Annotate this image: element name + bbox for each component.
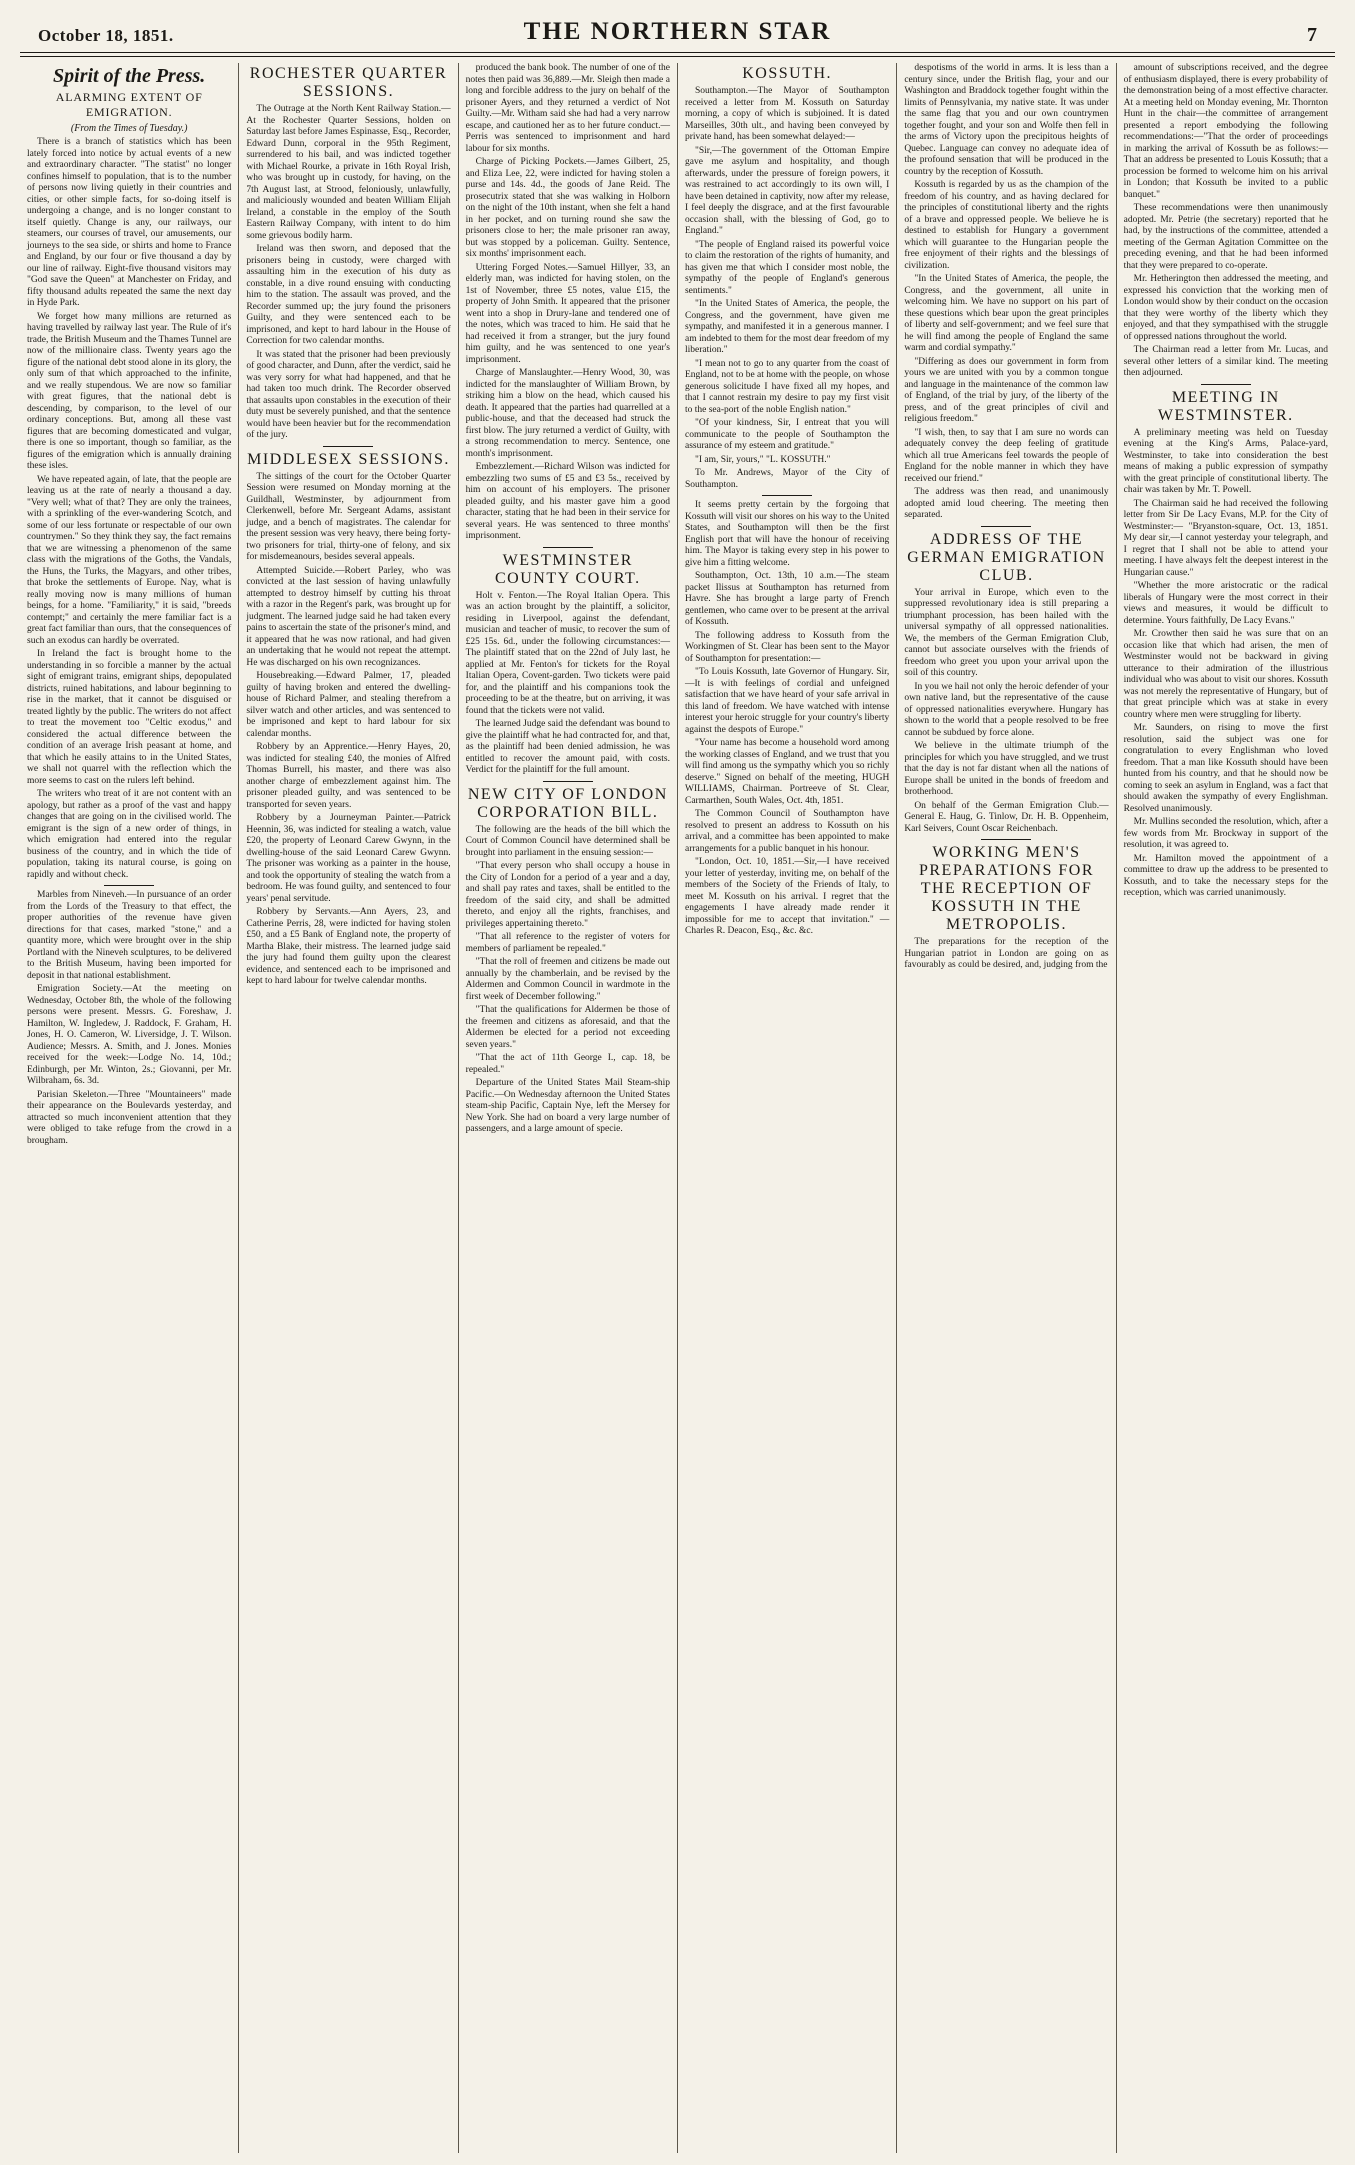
article-paragraph: In you we hail not only the heroic defender of your own native land, but the representative of the cause of oppressed nationalities everywhere. Hungary has shown to the world that a people resolved to be free cannot be subdued by force alone. — [904, 681, 1109, 738]
article-paragraph: "That every person who shall occupy a house in the City of London for a period of a year and a day, and shall pay rates and taxes, shall be entitled to the freedom of the said city, and shall be admitted thereto, and enjoy all the rights, franchises, and privileges appertaining thereto." — [465, 861, 670, 929]
article-paragraph: "Your name has become a household word among the working classes of England, and we trust that you will find among us the sympathy which you so richly deserve." Signed on behalf of the meeting, HUGH WILLIAMS, Chairman. Portreeve of St. Clear, Carmarthen, South Wales, Oct. 4th, 1851. — [684, 738, 890, 806]
column-title: Spirit of the Press. — [53, 65, 206, 87]
article-paragraph: Embezzlement.—Richard Wilson was indicted for embezzling two sums of £5 and £3 5s., received by him on account of his employers. The prisoner pleaded guilty, and his master gave him a good character, stating that he had been in their service for several years. He was sentenced to three months' imprisonment. — [465, 462, 670, 541]
article-paragraph: In Ireland the fact is brought home to the understanding in so forcible a manner by the actual sight of emigrant trains, emigrant ships, depopulated districts, ruined habitations, and labour beginning to rise in the market, that it cannot be disguised or treated lightly by the public. The writers do not affect to treat the movement too "Celtic exodus," and considered the actual difference between the condition of an average Irish peasant at home, and that which he easily attains to in the United States, we shall not quarrel with the reflection which the more seems to cast on the rulers left behind. — [27, 649, 232, 786]
section-divider — [981, 839, 1031, 840]
article-paragraph: The writers who treat of it are not content with an apology, but rather as a proof of the vast and happy changes that are going on in the civilised world. The emigrant is the sign of a new order of things, in which emigration had entered into the regular business of the country, and in which the tide of population, taking its natural course, is going on rapidly and without check. — [27, 789, 232, 880]
article-headline: KOSSUTH. — [742, 65, 833, 82]
section-divider — [104, 885, 154, 886]
article-paragraph: Departure of the United States Mail Steam-ship Pacific.—On Wednesday afternoon the United States steam-ship Pacific, Captain Nye, left the Mersey for New York. She had on board a very large number of passengers, and a large amount of specie. — [465, 1078, 670, 1134]
article-headline: NEW CITY OF LONDON CORPORATION BILL. — [467, 785, 668, 821]
article — [904, 839, 1108, 972]
article-paragraph: Mr. Crowther then said he was sure that on an occasion like that which had arisen, the men of Westminster would not be backward in giving utterance to their admiration of the illustrious individual who was about to visit our shores. Kossuth was not merely the representative of Hungary, but of that great principle which was at stake in every country where men were struggling for liberty. — [1123, 629, 1328, 720]
article-paragraph: The Outrage at the North Kent Railway Station.—At the Rochester Quarter Sessions, holden on Saturday last before James Espinasse, Esq., Recorder, Edward Dunn, corporal in the 95th Regiment, surrendered to his bail, and was indicted together with Michael Rourke, a private in 16th Royal Irish, who was brought up in custody, for having, on the 7th August last, at Strood, feloniously, unlawfully, and maliciously wounded and beaten William Elijah Ireland, a constable in the employ of the South Eastern Railway Company, with intent to do him some grievous bodily harm. — [246, 104, 451, 241]
article — [246, 446, 450, 988]
article-paragraph: despotisms of the world in arms. It is less than a century since, under the British flag, your and our Washington and Braddock together fought within the limits of Pennsylvania, my native state. It was under the same flag that you and our own countrymen together fought, and your son and Wolfe then fell in the arms of Victory upon the precipitous heights of Quebec. Language can convey no adequate idea of the profound sensation that will be produced in the country by the reception of Kossuth. — [904, 63, 1109, 177]
newspaper-title: THE NORTHERN STAR — [523, 18, 832, 45]
article-paragraph: The Common Council of Southampton have resolved to present an address to Kossuth on his arrival, and a committee has been appointed to make arrangements for a public banquet in his honour. — [684, 809, 890, 854]
article — [685, 495, 889, 938]
article-paragraph: To Mr. Andrews, Mayor of the City of Southampton. — [684, 468, 890, 490]
article-paragraph: "To Louis Kossuth, late Governor of Hungary. Sir,—It is with feelings of cordial and unfeigned satisfaction that we have heard of your safe arrival in this land of freedom. We have watched with intense interest your heroic struggle for your country's liberty against the despots of Europe." — [684, 667, 890, 735]
article-paragraph: "Whether the more aristocratic or the radical liberals of Hungary were the most correct in their views and measures, it would be difficult to determine. Yours faithfully, De Lacy Evans." — [1123, 581, 1328, 626]
article-paragraph: "The people of England raised its powerful voice to claim the restoration of the rights of humanity, and has given me that which I consider most noble, the sympathy of the people of England's generous sentiments." — [684, 239, 890, 296]
column-6 — [1117, 63, 1335, 2153]
article-paragraph: "London, Oct. 10, 1851.—Sir,—I have received your letter of yesterday, inviting me, on behalf of the members of the Society of the Friends of Italy, to meet M. Kossuth on his arrival. I regret that the engagements I have already made render it impossible for me to accept that invitation." — Charles R. Deacon, Esq., &c. &c. — [684, 857, 890, 936]
article-paragraph: Southampton, Oct. 13th, 10 a.m.—The steam packet Ilissus at Southampton has returned from Havre. She has brought a large party of French gentlemen, who came over to be present at the arrival of Kossuth. — [684, 571, 890, 627]
article — [466, 63, 670, 543]
article — [904, 526, 1108, 836]
article-paragraph: We believe in the ultimate triumph of the principles for which you have struggled, and we trust that the day is not far distant when all the nations of Europe shall be united in the bonds of freedom and brotherhood. — [904, 741, 1109, 797]
article-paragraph: The preparations for the reception of the Hungarian patriot in London are going on as favourably as could be desired, and, judging from the — [904, 937, 1109, 970]
masthead — [20, 12, 1335, 52]
article-paragraph: "That the qualifications for Aldermen be those of the freemen and citizens as aforesaid, and that the Aldermen be elected for a period not exceeding seven years." — [465, 1005, 670, 1050]
article-paragraph: The learned Judge said the defendant was bound to give the plaintiff what he had contracted for, and that, as the plaintiff had been denied admission, he was entitled to recover the amount paid, with costs. Verdict for the plaintiff for the full amount. — [465, 719, 670, 775]
article-paragraph: A preliminary meeting was held on Tuesday evening at the King's Arms, Palace-yard, Westminster, to take into consideration the best means of making a public expression of sympathy with the great principle of constitutional liberty. The chair was taken by Mr. T. Powell. — [1123, 427, 1328, 495]
article-paragraph: There is a branch of statistics which has been lately forced into notice by actual events of a new and extraordinary character. "The statist" no longer confines himself to population, that is to the number of persons now living quietly in their countries and cities, or other simple facts, for so-doing itself is undergoing a change, and is no longer constant to itself quietly. Change is any, our railways, our steamers, our courses of travel, our amusements, our journeys to the sea side, or shirts and home to France and England, by our four or five thousand a day by our line of railway. Eight-five thousand visitors may "God save the Queen" at Manchester on Friday, and fifty thousand adults repeated the same the next day in Hyde Park. — [27, 137, 232, 308]
article-paragraph: "Differing as does our government in form from yours we are united with you by a common tongue and language in the maintenance of the common law of England, of the trial by jury, of the liberty of the press, and of the great principles of civil and religious freedom." — [904, 356, 1109, 424]
article-paragraph: Parisian Skeleton.—Three "Mountaineers" made their appearance on the Boulevards yesterday, and attracted so much inconvenient attention that they were obliged to take refuge from the crowd in a brougham. — [27, 1089, 232, 1146]
article-paragraph: The Chairman read a letter from Mr. Lucas, and several other letters of a similar kind. The meeting then adjourned. — [1123, 345, 1328, 378]
article-paragraph: Holt v. Fenton.—The Royal Italian Opera. This was an action brought by the plaintiff, a solicitor, residing in Liverpool, against the defendant, musician and teacher of music, to recover the sum of £25 15s. 6d., under the following circumstances:—The plaintiff stated that on the 22nd of July last, he applied at Mr. Fenton's for tickets for the Royal Italian Opera, Covent-garden. Two tickets were paid for, and the plaintiff and his companions took the proceeding to be at the theatre, but on arriving, it was found that the tickets were not valid. — [465, 590, 670, 716]
article-paragraph: Ireland was then sworn, and deposed that the prisoners being in custody, were charged with assaulting him in the execution of his duty as constable, in a dive round ensuing with conducting him to the station. The assault was proved, and the Recorder summed up; the jury found the prisoners Guilty, and they were sentenced each to be imprisoned, and kept to hard labour in the House of Correction for two calendar months. — [246, 244, 451, 346]
article-subheading: ALARMING EXTENT OF EMIGRATION. — [55, 90, 203, 119]
article — [246, 65, 450, 442]
article-paragraph: Robbery by a Journeyman Painter.—Patrick Heennin, 36, was indicted for stealing a watch, value £20, the property of Leonard Carew Gwynn, in the dwelling-house of the said Leonard Carew Gwynn. The prisoner was working as a painter in the house, and took the opportunity of stealing the watch from a bedroom. He was found guilty, and sentenced to four years' penal servitude. — [246, 813, 451, 904]
article-paragraph: "That all reference to the register of voters for members of parliament be repealed." — [465, 932, 670, 954]
article-paragraph: "I am, Sir, yours," "L. KOSSUTH." — [694, 454, 831, 465]
article-paragraph: Marbles from Nineveh.—In pursuance of an order from the Lords of the Treasury to that effect, the proper authorities of the revenue have given directions for that cases, marked "stone," and a quantity more, which were brought over in the ship Portland with the Nineveh sculptures, to be delivered to the British Museum, having been imported for deposit in that national establishment. — [27, 890, 232, 981]
article-paragraph: The address was then read, and unanimously adopted amid loud cheering. The meeting then separated. — [904, 487, 1109, 520]
column-5 — [897, 63, 1116, 2153]
column-4 — [678, 63, 897, 2153]
article-paragraph: Mr. Hetherington then addressed the meeting, and expressed his conviction that the working men of London would show by their conduct on the occasion that they were worthy of the liberty which they enjoyed, and that they sympathised with the struggle of oppressed nations throughout the world. — [1123, 274, 1328, 342]
article-paragraph: The following address to Kossuth from the Workingmen of St. Clear has been sent to the Mayor of Southampton for presentation:— — [684, 630, 890, 664]
article-paragraph: Housebreaking.—Edward Palmer, 17, pleaded guilty of having broken and entered the dwelling-house of Richard Palmer, and stealing therefrom a silver watch and other articles, and was sentenced to be imprisoned and kept to hard labour for six calendar months. — [246, 671, 451, 739]
article — [27, 885, 231, 1147]
article-paragraph: "That the roll of freemen and citizens be made out annually by the chamberlain, and be revised by the Aldermen and Common Council in wardmote in the first week of December following." — [465, 957, 670, 1002]
issue-date: October 18, 1851. — [38, 26, 174, 45]
article-paragraph: "In the United States of America, the people, the Congress, and the government, all unite in welcoming him. We have no support on his part of these questions which bear upon the great principles of liberty and self-government; and we feel sure that he will find among the people of England the same warm and cordial sympathy." — [904, 274, 1109, 353]
article-headline: ADDRESS OF THE GERMAN EMIGRATION CLUB. — [907, 530, 1106, 584]
article-paragraph: The Chairman said he had received the following letter from Sir De Lacy Evans, M.P. for the City of Westminster:— "Bryanston-square, Oct. 13, 1851. My dear sir,—I cannot yesterday your telegraph, and I regret that I shall not be able to attend your meeting. I have always felt the deepest interest in the Hungarian cause." — [1123, 498, 1328, 578]
masthead-rule — [20, 52, 1335, 57]
page-number: 7 — [1307, 24, 1317, 46]
article-paragraph: Robbery by Servants.—Ann Ayers, 23, and Catherine Perris, 28, were indicted for having stolen £50, and a £5 Bank of England note, the property of Martha Blake, their mistress. The learned judge said the jury had found them guilty upon the clearest evidence, and sentenced each to be imprisoned and kept to hard labour for twelve calendar months. — [246, 907, 451, 986]
article — [466, 547, 670, 777]
article-paragraph: It seems pretty certain by the forgoing that Kossuth will visit our shores on his way to the United States, and Southampton will then be the first English port that will have the honour of receiving him. The Mayor is taking every step in his power to give him a fitting welcome. — [684, 500, 890, 568]
article-headline: MIDDLESEX SESSIONS. — [247, 450, 450, 468]
article-paragraph: Mr. Saunders, on rising to move the first resolution, said the subject was one for congratulation to every Englishman who loved freedom. That a man like Kossuth should have been hunted from his country, and that he should now be coming to seek an asylum in England, was a fact that should awaken the sympathy of every Englishman. Resolved unanimously. — [1123, 723, 1328, 814]
article-headline: WORKING MEN'S PREPARATIONS FOR THE RECEPTION OF KOSSUTH IN THE METROPOLIS. — [918, 844, 1094, 933]
article-paragraph: The sittings of the court for the October Quarter Session were resumed on Monday morning at the Guildhall, Westminster, by adjournment from Clerkenwell, before Mr. Sergeant Adams, assistant judge, and a bench of magistrates. The calendar for the present session was very heavy, there being forty-two prisoners for trial, thirty-one of felony, and six for misdemeanours, besides several appeals. — [246, 471, 451, 562]
article — [1124, 384, 1328, 900]
article-paragraph: It was stated that the prisoner had been previously of good character, and Dunn, after the verdict, said he was very sorry for what had happened, and that he had taken too much drink. The Recorder observed that assaults upon constables in the execution of their duty must be severely punished, and that the sentence would have been heavier but for the recommendation of the jury. — [246, 349, 451, 440]
section-divider — [1201, 384, 1251, 385]
article-paragraph: Your arrival in Europe, which even to the suppressed revolutionary idea is still preparing a triumphant procession, has been hailed with the universal sympathy of all oppressed nationalities. We, the members of the German Emigration Club, cannot but associate ourselves with the friends of freedom who greet you upon your arrival upon the soil of this country. — [904, 587, 1109, 678]
column-3 — [459, 63, 678, 2153]
article-paragraph: Charge of Picking Pockets.—James Gilbert, 25, and Eliza Lee, 22, were indicted for having stolen a purse and 14s. 4d., the goods of Jane Reid. The prosecutrix stated that she was walking in Holborn on the night of the 10th instant, when she felt a hand in her pocket, and on turning round she saw the prisoners close to her; the male prisoner ran away, but was stopped by a policeman. Guilty. Sentence, six months' imprisonment each. — [465, 157, 670, 259]
article-paragraph: Robbery by an Apprentice.—Henry Hayes, 20, was indicted for stealing £40, the monies of Alfred Thomas Burrell, his master, and there was also another charge of embezzlement against him. The prisoner pleaded guilty, and was sentenced to be transported for seven years. — [246, 742, 451, 810]
article-headline: MEETING IN WESTMINSTER. — [1157, 388, 1294, 424]
section-divider — [323, 446, 373, 447]
article — [1124, 63, 1328, 380]
section-divider — [762, 495, 812, 496]
section-divider — [543, 781, 593, 782]
article-paragraph: Mr. Hamilton moved the appointment of a committee to draw up the address to be presented to Kossuth, and to take the necessary steps for the reception, which was carried unanimously. — [1123, 853, 1328, 898]
article-paragraph: produced the bank book. The number of one of the notes then paid was 36,889.—Mr. Sleigh then made a long and forcible address to the jury on behalf of the prisoner Ayers, and they returned a verdict of Not Guilty.—Mr. Witham said she had had a very narrow escape, and cautioned her as to her future conduct.—Perris was sentenced to imprisonment and hard labour for six months. — [465, 63, 670, 154]
article-paragraph: "I mean not to go to any quarter from the coast of England, not to be at home with the people, on whose generous solicitude I have fixed all my hopes, and that I cannot restrain my desire to pay my first visit to the sea-port of the noble English nation." — [684, 358, 890, 415]
article — [27, 65, 231, 881]
article-paragraph: The following are the heads of the bill which the Court of Common Council have determined shall be brought into parliament in the ensuing session:— — [465, 824, 670, 858]
article-paragraph: We forget how many millions are returned as having travelled by railway last year. The Rule of it's trade, the British Museum and the Thames Tunnel are now of the millionaire class. Twenty years ago the figure of the national debt stood alone in its glory, the only sum of that which approached to the infinite, and we really stupendous. We are now so familiar with great figures, that the national debt is descending, by comparison, to the level of our ordinary conceptions. But, among all these vast figures that are becoming domesticated and vulgar, there is one so important, though so familiar, as the figures of the emigration which is annually draining these isles. — [27, 311, 232, 471]
article-paragraph: "I wish, then, to say that I am sure no words can adequately convey the deep feeling of gratitude which all true Americans feel towards the people of England for the noble manner in which they have received our friend." — [904, 427, 1109, 484]
article-paragraph: We have repeated again, of late, that the people are leaving us at the rate of nearly a thousand a day. "Very well; what of that? They are only the trainees, with a sprinkling of the ever-wandering Scotch, and some of our less fortunate or respectable of our own countrymen." So they think they say, the fact remains that we are witnessing a phenomenon of the same class with the migrations of the Goths, the Vandals, the Huns, the Turks, the Magyars, and other tribes, that broke the settlements of Europe. Nay, what is really moving now is many millions of human beings, for a home. "Familiarity," it is said, "breeds contempt;" and certainly the mere familiar fact is a great fact familiar than ours, that the consequences of such an exodus can hardly be overrated. — [27, 474, 232, 646]
article-paragraph: These recommendations were then unanimously adopted. Mr. Petrie (the secretary) reported that he had, by the instructions of the committee, attended a meeting of the German Agitation Committee on the preceding evening, and that he had been informed that they were prepared to co-operate. — [1123, 203, 1328, 271]
article — [685, 65, 889, 491]
article — [466, 781, 670, 1136]
column-2 — [239, 63, 458, 2153]
section-divider — [543, 547, 593, 548]
article-paragraph: amount of subscriptions received, and the degree of enthusiasm displayed, there is every probability of the demonstration being of a most effective character. At a meeting held on Monday evening, Mr. Thornton Hunt in the chair—the committee of arrangement presented a report embodying the following recommendations:—"That the order of proceedings in marking the arrival of Kossuth be as follows:—That an address be presented to Louis Kossuth; that a procession be formed to welcome him on his arrival in London; that Kossuth be invited to a public banquet." — [1123, 63, 1328, 200]
article-paragraph: "Of your kindness, Sir, I entreat that you will communicate to the people of Southampton the assurance of my esteem and gratitude." — [684, 418, 890, 451]
article-paragraph: Southampton.—The Mayor of Southampton received a letter from M. Kossuth on Saturday morning, a copy of which is subjoined. It is dated Marseilles, 30th ult., and having been conveyed by private hand, has been somewhat delayed:— — [684, 86, 890, 142]
article-headline: ROCHESTER QUARTER SESSIONS. — [249, 65, 448, 100]
article-paragraph: Uttering Forged Notes.—Samuel Hillyer, 33, an elderly man, was indicted for having stolen, on the 1st of November, three £5 notes, value £15, the property of John Smith. It appeared that the prisoner went into a shop in Drury-lane and tendered one of the notes, which was traced to him. He said that he had received it from a stranger, but the jury found him guilty, and he was sentenced to one year's imprisonment. — [465, 262, 670, 365]
article-source-line: (From the Times of Tuesday.) — [70, 123, 188, 134]
article-paragraph: Mr. Mullins seconded the resolution, which, after a few words from Mr. Brockway in support of the resolution, it was agreed to. — [1123, 817, 1328, 850]
article — [904, 63, 1108, 522]
article-paragraph: Charge of Manslaughter.—Henry Wood, 30, was indicted for the manslaughter of William Brown, by striking him a blow on the head, which caused his death. It appeared that the parties had quarrelled at a public-house, and that the deceased had struck the first blow. The jury returned a verdict of Guilty, with a strong recommendation to mercy. Sentence, one month's imprisonment. — [465, 368, 670, 459]
article-paragraph: "Sir,—The government of the Ottoman Empire gave me asylum and hospitality, and though afterwards, under the pressure of foreign powers, it was restrained to act accordingly to its own will, I have been detained in captivity, now after my release, I feel deeply the disgrace, and at the first favourable occasion shall, with the blessing of God, go to England." — [684, 145, 890, 236]
article-paragraph: On behalf of the German Emigration Club.— General E. Haug, G. Tinlow, Dr. H. B. Oppenheim, Karl Seivers, Count Oscar Reichenbach. — [904, 800, 1109, 834]
column-grid — [20, 63, 1335, 2153]
article-paragraph: Kossuth is regarded by us as the champion of the freedom of his country, and as having declared for the principles of constitutional liberty and the rights of a brave and oppressed people. We believe he is destined to establish for Hungary a government which will guarantee to the Hungarian people the free enjoyment of their rights and the blessings of civilization. — [904, 180, 1109, 271]
column-1 — [20, 63, 239, 2153]
section-divider — [981, 526, 1031, 527]
article-paragraph: "In the United States of America, the people, the Congress, and the government, have given me sympathy, and manifested it in a generous manner. I am indebted to them for the most dear freedom of my liberation." — [684, 299, 890, 355]
article-paragraph: "That the act of 11th George I., cap. 18, be repealed." — [465, 1053, 670, 1075]
article-headline: WESTMINSTER COUNTY COURT. — [494, 551, 641, 587]
article-paragraph: Emigration Society.—At the meeting on Wednesday, October 8th, the whole of the following persons were present. Messrs. G. Foreshaw, J. Hamilton, W. Ingledew, J. Raddock, F. Graham, H. Jones, H. O. Cameron, W. Liversidge, J. T. Wilson. Audience; Messrs. A. Smith, and J. Jones. Monies received for the week:—Lodge No. 14, 10d.; Edinburgh, per Mr. Winton, 2s.; Giovanni, per Mr. Wilbraham, 6s. 3d. — [27, 984, 232, 1086]
article-paragraph: Attempted Suicide.—Robert Parley, who was convicted at the last session of having unlawfully attempted to destroy himself by cutting his throat with a razor in the Regent's park, was brought up for judgment. The learned judge said he had taken every pains to ascertain the state of the prisoner's mind, and it appeared that he was now rational, and had given an undertaking that he would not repeat the attempt. He was discharged on his own recognizances. — [246, 565, 451, 668]
